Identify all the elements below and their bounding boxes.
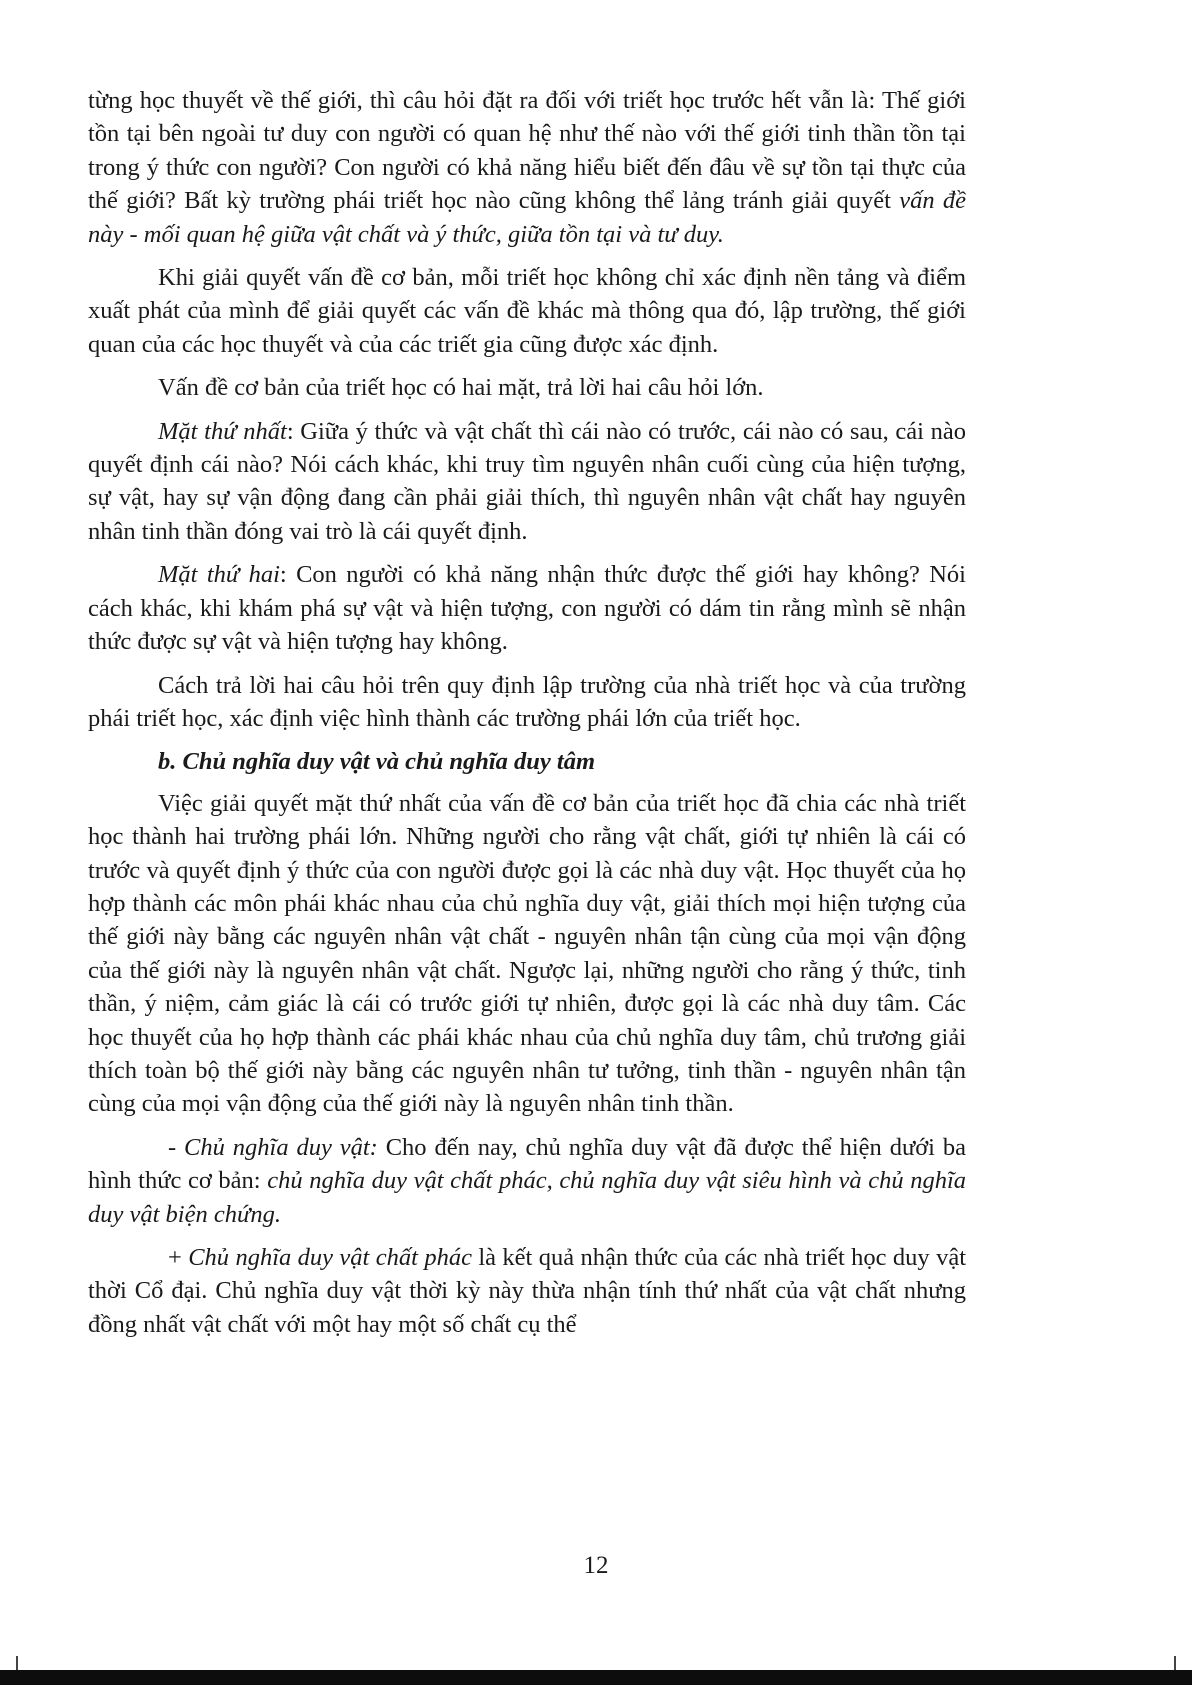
- paragraph: [88, 1241, 966, 1341]
- paragraph: Vấn đề cơ bản của triết học có hai mặt, trả lời hai câu hỏi lớn.: [158, 374, 764, 402]
- paragraph-text: là kết quả nhận thức của các nhà triết học duy vật thời Cổ đại. Chủ nghĩa duy vật thời kỳ này thừa nhận tính thứ nhất của vật chất nhưng đồng nhất vật chất với một hay một số chất cụ thể: [88, 1244, 966, 1338]
- italic-term: Mặt thứ nhất: [158, 417, 287, 445]
- scan-border: [0, 1670, 1192, 1685]
- italic-phrase: chủ nghĩa duy vật chất phác, chủ nghĩa duy vật siêu hình và chủ nghĩa duy vật biện chứng.: [88, 1167, 967, 1228]
- scan-mark: [1174, 1656, 1176, 1670]
- italic-term: Mặt thứ hai: [158, 561, 280, 589]
- italic-phrase: vấn đề này - mối quan hệ giữa vật chất và ý thức, giữa tồn tại và tư duy.: [88, 187, 966, 248]
- paragraph-text: : Giữa ý thức và vật chất thì cái nào có trước, cái nào có sau, cái nào quyết định cái nào? Nói cách khác, khi truy tìm nguyên nhân cuối cùng của hiện tượng, sự vật, hay sự vận động đang cần phải giải thích, thì nguyên nhân vật chất hay nguyên nhân tinh thần đóng vai trò là cái quyết định.: [88, 417, 966, 545]
- paragraph: Khi giải quyết vấn đề cơ bản, mỗi triết học không chỉ xác định nền tảng và điểm xuất phát của mình để giải quyết các vấn đề khác mà thông qua đó, lập trường, thế giới quan của các học thuyết và của các triết gia cũng được xác định.: [88, 264, 966, 358]
- italic-term: - Chủ nghĩa duy vật:: [168, 1133, 378, 1161]
- paragraph: [88, 1131, 966, 1231]
- paragraph: [88, 415, 966, 549]
- italic-term: Chủ nghĩa duy vật chất phác: [188, 1244, 472, 1271]
- page-number: 12: [583, 1552, 609, 1579]
- paragraph: [88, 558, 966, 658]
- paragraph-text: từng học thuyết về thế giới, thì câu hỏi đặt ra đối với triết học trước hết vẫn là: Thế giới tồn tại bên ngoài tư duy con người có quan hệ như thế nào với thế giới tinh thần tồn tại trong ý thức con người? Con người có khả năng hiểu biết đến đâu về sự tồn tại thực của thế giới? Bất kỳ trường phái triết học nào cũng không thể lảng tránh giải quyết: [88, 87, 966, 215]
- scan-mark: [16, 1656, 18, 1670]
- paragraph: Cách trả lời hai câu hỏi trên quy định lập trường của nhà triết học và của trường phái triết học, xác định việc hình thành các trường phái lớn của triết học.: [88, 671, 966, 732]
- page-body: [88, 84, 966, 1351]
- bullet-marker: +: [168, 1244, 189, 1271]
- paragraph: [88, 84, 966, 251]
- paragraph: Việc giải quyết mặt thứ nhất của vấn đề cơ bản của triết học đã chia các nhà triết học thành hai trường phái lớn. Những người cho rằng vật chất, giới tự nhiên là cái có trước và quyết định ý thức của con người được gọi là các nhà duy vật. Học thuyết của họ hợp thành các môn phái khác nhau của chủ nghĩa duy vật, giải thích mọi hiện tượng của thế giới này bằng các nguyên nhân vật chất - nguyên nhân tận cùng của mọi vận động của thế giới này là nguyên nhân vật chất. Ngược lại, những người cho rằng ý thức, tinh thần, ý niệm, cảm giác là cái có trước giới tự nhiên, được gọi là các nhà duy tâm. Các học thuyết của họ hợp thành các phái khác nhau của chủ nghĩa duy tâm, chủ trương giải thích toàn bộ thế giới này bằng các nguyên nhân tư tưởng, tinh thần - nguyên nhân tận cùng của mọi vận động của thế giới này là nguyên nhân tinh thần.: [88, 789, 966, 1118]
- paragraph-text: : Con người có khả năng nhận thức được thế giới hay không? Nói cách khác, khi khám phá sự vật và hiện tượng, con người có dám tin rằng mình sẽ nhận thức được sự vật và hiện tượng hay không.: [88, 561, 966, 656]
- paragraph-text: Cho đến nay, chủ nghĩa duy vật đã được thể hiện dưới ba hình thức cơ bản:: [88, 1133, 966, 1195]
- section-heading: b. Chủ nghĩa duy vật và chủ nghĩa duy tâm: [158, 748, 596, 776]
